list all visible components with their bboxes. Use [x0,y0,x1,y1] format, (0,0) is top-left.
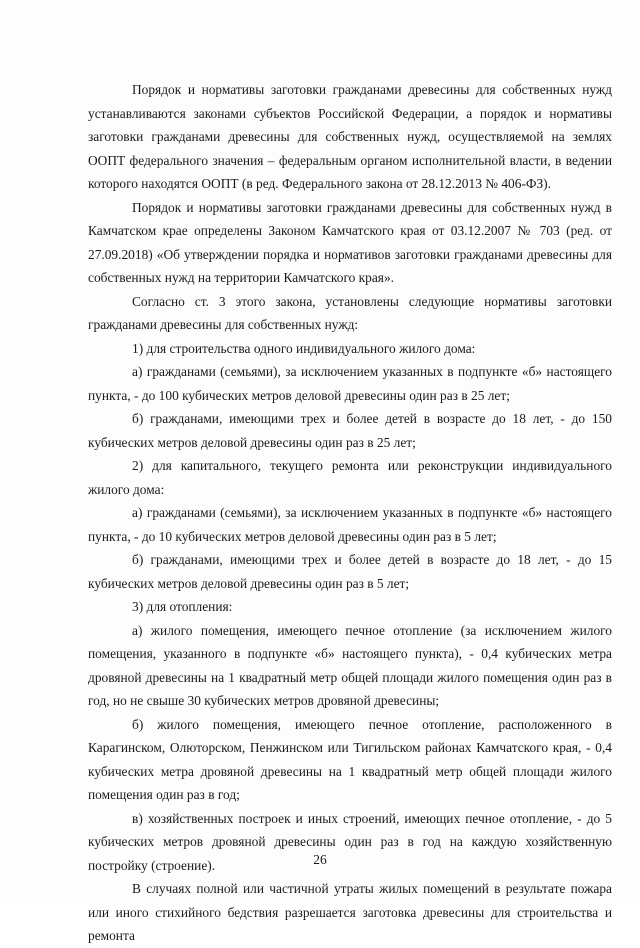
list-item-2b: б) гражданами, имеющими трех и более детей в возрасте до 18 лет, - до 15 кубических метров деловой древесины один раз в 5 лет; [88,552,612,591]
list-item-1: 1) для строительства одного индивидуального жилого дома: [132,340,476,356]
list-item-3a: а) жилого помещения, имеющего печное отопление (за исключением жилого помещения, указанного в подпункте «б» настоящего пункта), - 0,4 кубических метра дровяной древесины на 1 квадратный метр общей площади жилого помещения один раз в год, но не свыше 30 кубических метров дровяной древесины; [88,622,612,708]
list-item-2: 2) для капитального, текущего ремонта или реконструкции индивидуального жилого дома: [88,458,612,497]
list-item-3: 3) для отопления: [132,599,233,614]
list-item-2a: а) гражданами (семьями), за исключением указанных в подпункте «б» настоящего пункта, - до 10 кубических метров деловой древесины один раз в 5 лет; [88,505,612,544]
body-text [88,78,612,948]
paragraph-3: Согласно ст. 3 этого закона, установлены следующие нормативы заготовки гражданами древесины для собственных нужд: [88,293,612,332]
paragraph-1: Порядок и нормативы заготовки гражданами древесины для собственных нужд устанавливаются законами субъектов Российской Федерации, а порядок и нормативы заготовки гражданами древесины для собственных нужд, осуществляемой на землях ООПТ федерального значения – федеральным органом исполнительной власти, в ведении которого находятся ООПТ (в ред. Федерального закона от 28.12.2013 № 406-ФЗ). [88,82,612,191]
list-item-3c: в) хозяйственных построек и иных строений, имеющих печное отопление, - до 5 кубических метров дровяной древесины один раз в год на каждую хозяйственную постройку (строение). [88,810,612,873]
paragraph-2: Порядок и нормативы заготовки гражданами древесины для собственных нужд в Камчатском крае определены Законом Камчатского края от 03.12.2007 № 703 (ред. от 27.09.2018) «Об утверждении порядка и нормативов заготовки гражданами древесины для собственных нужд на территории Камчатского края». [88,199,612,285]
list-item-3b: б) жилого помещения, имеющего печное отопление, расположенного в Карагинском, Олюторском, Пенжинском или Тигильском районах Камчатского края, - 0,4 кубических метра дровяной древесины на 1 квадратный метр общей площади жилого помещения один раз в год; [88,716,612,802]
list-item-1b: б) гражданами, имеющими трех и более детей в возрасте до 18 лет, - до 150 кубических метров деловой древесины один раз в 25 лет; [88,411,612,450]
list-item-1a: а) гражданами (семьями), за исключением указанных в подпункте «б» настоящего пункта, - до 100 кубических метров деловой древесины один раз в 25 лет; [88,364,612,403]
page-number: 26 [313,852,327,867]
paragraph-final: В случаях полной или частичной утраты жилых помещений в результате пожара или иного стихийного бедствия разрешается заготовка древесины для строительства и ремонта [88,881,612,943]
